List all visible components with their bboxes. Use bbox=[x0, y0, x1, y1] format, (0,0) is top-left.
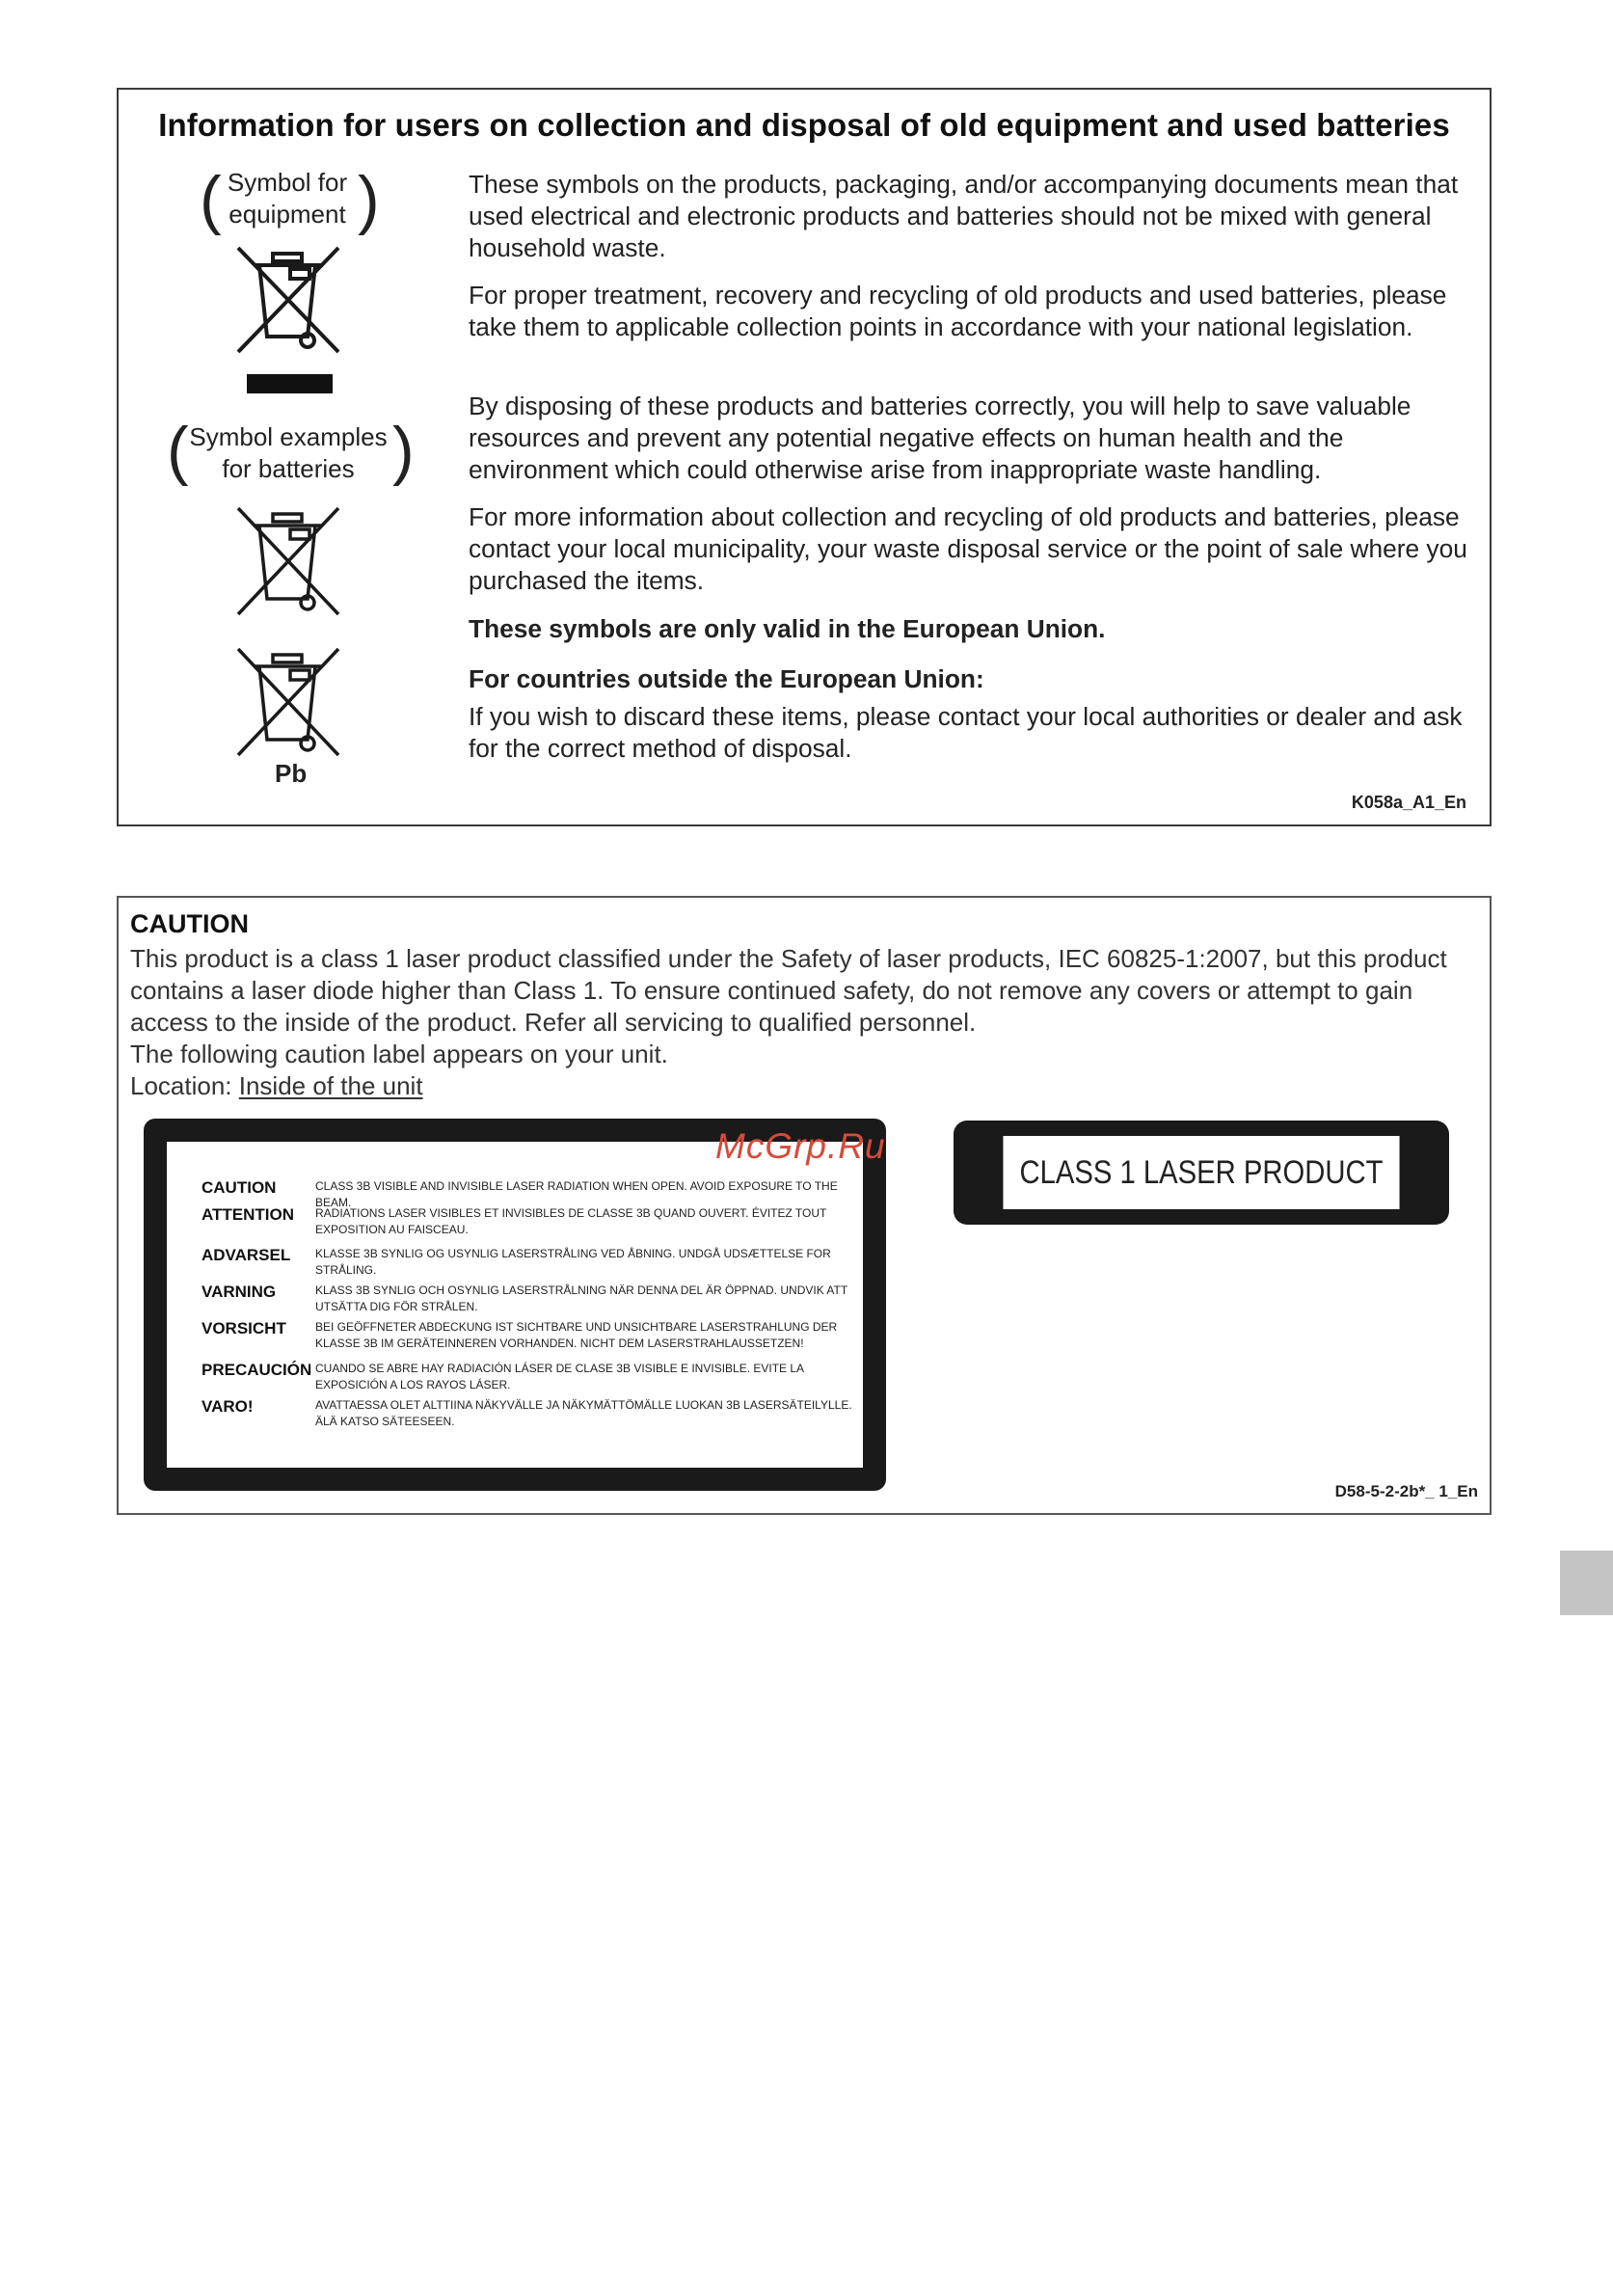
watermark: McGrp.Ru bbox=[715, 1126, 886, 1166]
symbol-equipment-label bbox=[215, 167, 360, 230]
eu-only-notice: These symbols are only valid in the European Union. bbox=[469, 614, 1106, 643]
symbol-equipment-line2: equipment bbox=[229, 200, 346, 229]
outside-eu-text: If you wish to discard these items, please contact your local authorities or dealer and ask for the correct method of disposal. bbox=[469, 702, 1463, 763]
open-paren-icon: ( bbox=[200, 163, 222, 236]
caution-doc-code: D58-5-2-2b*_ 1_En bbox=[1334, 1482, 1478, 1500]
crossed-bin-battery-icon bbox=[234, 504, 342, 618]
symbol-batteries-line2: for batteries bbox=[222, 454, 355, 483]
solid-bar-icon bbox=[247, 374, 333, 393]
laser-caution-label bbox=[144, 1119, 886, 1491]
symbol-batteries-label bbox=[182, 421, 394, 485]
label-row-text: KLASS 3B SYNLIG OCH OSYNLIG LASERSTRÅLNING NÄR DENNA DEL ÄR ÖPPNAD. UNDVIK ATT UTSÄTTA DIG FÖR STRÅLEN. bbox=[315, 1283, 847, 1313]
symbol-equipment-line1: Symbol for bbox=[227, 168, 348, 197]
outside-eu-heading: For countries outside the European Union: bbox=[469, 664, 984, 693]
disposal-info-box bbox=[117, 88, 1492, 826]
disposal-doc-code: K058a_A1_En bbox=[1351, 793, 1466, 812]
caution-body-text: This product is a class 1 laser product classified under the Safety of laser products, IEC 60825-1:2007, but this product contains a laser diode higher than Class 1. To ensure continued safety, do not remove any covers or attempt to gain access to the inside of the product. Refer all servicing to qualified personnel. bbox=[130, 944, 1447, 1037]
label-row-text: CUANDO SE ABRE HAY RADIACIÓN LÁSER DE CLASE 3B VISIBLE E INVISIBLE. EVITE LA EXPOSICIÓN A LOS RAYOS LÁSER. bbox=[315, 1362, 804, 1391]
label-row-lang: VARNING bbox=[202, 1283, 277, 1301]
laser-caution-label-inner bbox=[167, 1142, 863, 1468]
label-row-text: AVATTAESSA OLET ALTTIINA NÄKYVÄLLE JA NÄKYMÄTTÖMÄLLE LUOKAN 3B LASERSÄTEILYLLE. ÄLÄ KATSO SÄTEESEEN. bbox=[315, 1398, 852, 1428]
close-paren-icon: ) bbox=[358, 163, 380, 236]
close-paren-icon: ) bbox=[392, 414, 415, 487]
caution-box bbox=[117, 896, 1492, 1515]
disposal-paragraph-4: For more information about collection and recycling of old products and batteries, please contact your local municipality, your waste disposal service or the point of sale where you purchased the items. bbox=[469, 502, 1467, 595]
label-row-lang: CAUTION bbox=[202, 1178, 277, 1197]
side-tab bbox=[1560, 1551, 1613, 1615]
label-row-text: BEI GEÖFFNETER ABDECKUNG IST SICHTBARE UND UNSICHTBARE LASERSTRAHLUNG DER KLASSE 3B IM GERÄTEINNEREN VORHANDEN. NICHT DEM LASERSTRAHLAUSSETZEN! bbox=[315, 1320, 838, 1350]
label-row-lang: PRECAUCIÓN bbox=[202, 1361, 312, 1379]
caution-heading: CAUTION bbox=[130, 909, 249, 938]
disposal-paragraph-2: For proper treatment, recovery and recycling of old products and used batteries, please take them to applicable collection points in accordance with your national legislation. bbox=[469, 281, 1447, 341]
disposal-paragraph-1: These symbols on the products, packaging, and/or accompanying documents mean that used electrical and electronic products and batteries should not be mixed with general household waste. bbox=[469, 170, 1459, 262]
location-prefix: Location: bbox=[130, 1071, 239, 1100]
disposal-paragraph-3: By disposing of these products and batteries correctly, you will help to save valuable resources and prevent any potential negative effects on human health and the environment which could otherwise arise from inappropriate waste handling. bbox=[469, 392, 1411, 484]
label-row-lang: ATTENTION bbox=[202, 1205, 295, 1224]
symbol-batteries-line1: Symbol examples bbox=[189, 422, 388, 451]
pb-label: Pb bbox=[275, 759, 308, 788]
caution-body bbox=[130, 943, 1480, 1070]
label-row-text: RADIATIONS LASER VISIBLES ET INVISIBLES DE CLASSE 3B QUAND OUVERT. ÉVITEZ TOUT EXPOSITION AU FAISCEAU. bbox=[315, 1206, 827, 1236]
class1-laser-label-text: CLASS 1 LASER PRODUCT bbox=[1003, 1136, 1399, 1209]
label-row-lang: VARO! bbox=[202, 1397, 254, 1416]
location-value: Inside of the unit bbox=[238, 1071, 423, 1100]
location-line bbox=[130, 1070, 423, 1102]
label-row-text: CLASS 3B VISIBLE AND INVISIBLE LASER RADIATION WHEN OPEN. AVOID EXPOSURE TO THE BEAM. bbox=[315, 1179, 838, 1209]
crossed-bin-battery-pb-icon bbox=[234, 645, 342, 759]
label-row-lang: VORSICHT bbox=[202, 1319, 286, 1337]
class1-laser-label bbox=[954, 1121, 1449, 1225]
disposal-title: Information for users on collection and disposal of old equipment and used batteries bbox=[158, 107, 1450, 143]
label-row-text: KLASSE 3B SYNLIG OG USYNLIG LASERSTRÅLING VED ÅBNING. UNDGÅ UDSÆTTELSE FOR STRÅLING. bbox=[315, 1247, 831, 1277]
open-paren-icon: ( bbox=[167, 414, 189, 487]
crossed-bin-equipment-icon bbox=[234, 244, 342, 356]
label-row-lang: ADVARSEL bbox=[202, 1246, 291, 1264]
caution-label-intro: The following caution label appears on your unit. bbox=[130, 1040, 668, 1068]
